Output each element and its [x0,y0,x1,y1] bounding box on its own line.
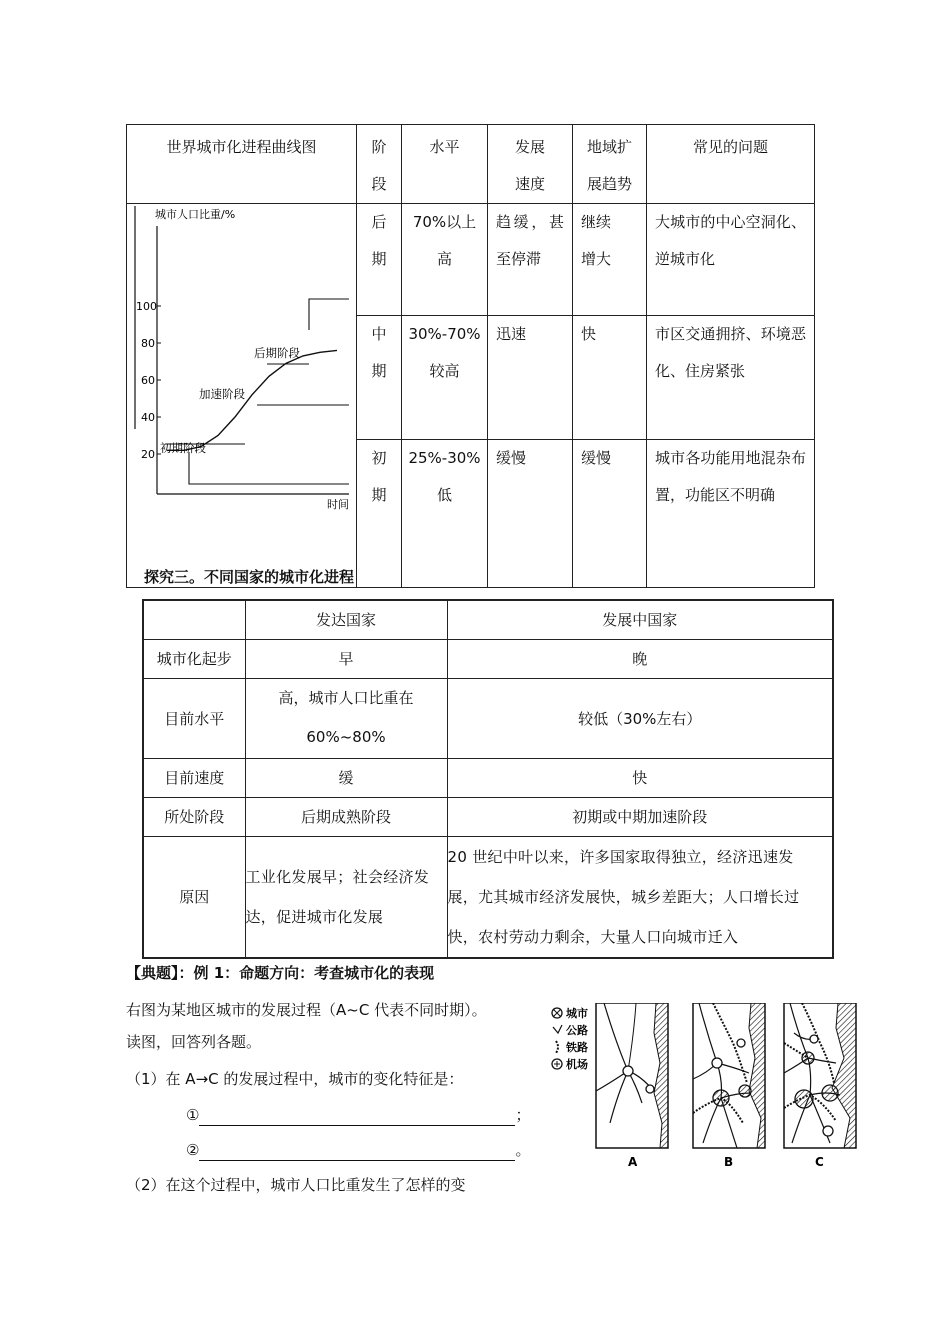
header-trend: 地域扩 展趋势 [573,125,647,204]
legend-rail: 铁路 [566,1041,588,1054]
legend-city: 城市 [566,1007,588,1020]
y-tick-label: 20 [141,448,155,461]
developing-start: 晚 [447,639,833,678]
stage-late: 后 期 [357,204,402,316]
developed-speed: 缓 [245,758,447,797]
developed-start: 早 [245,639,447,678]
panel-label-b: B [724,1155,734,1169]
urbanization-curve-chart [127,204,357,562]
stage-early: 初 期 [357,440,402,588]
urbanization-curve-cell [127,204,357,588]
trend-late: 继续 增大 [573,204,647,316]
late-stage-annotation: 后期阶段 [254,346,300,360]
header-stage: 阶 段 [357,125,402,204]
answer-blank-2[interactable] [199,1142,515,1161]
developing-phase: 初期或中期加速阶段 [447,797,833,836]
level-middle: 30%-70% 较高 [402,316,488,440]
header-level: 水平 [402,125,488,204]
header-developing: 发展中国家 [447,600,833,639]
row-label-speed: 目前速度 [143,758,245,797]
legend-road: 公路 [566,1024,588,1037]
urbanization-curve [167,350,337,450]
rail-legend-icon [556,1041,558,1053]
row-label-start: 城市化起步 [143,639,245,678]
answer-line-2: ② 。 [186,1141,531,1159]
city-development-maps [548,1003,868,1178]
example-intro-line2: 读图，回答列各题。 [126,1033,262,1051]
developed-reason: 工业化发展早；社会经济发 达，促进城市化发展 [245,836,447,958]
legend-airport: 机场 [566,1058,588,1071]
y-tick-label: 80 [141,337,155,350]
map-panel-a [596,1003,668,1169]
row-label-level: 目前水平 [143,678,245,758]
section3-title: 探究三。不同国家的城市化进程 [144,568,355,586]
map-panel-b [693,1003,765,1169]
x-axis-label: 时间 [327,498,349,511]
row-label-phase: 所处阶段 [143,797,245,836]
header-speed: 发展 速度 [488,125,573,204]
y-axis-label: 城市人口比重/% [155,208,236,221]
trend-middle: 快 [573,316,647,440]
speed-late: 趋缓，甚至停滞 [488,204,573,316]
header-developed: 发达国家 [245,600,447,639]
trend-early: 缓慢 [573,440,647,588]
y-tick-label: 40 [141,411,155,424]
row-label-reason: 原因 [143,836,245,958]
question-1: （1）在 A→C 的发展过程中，城市的变化特征是： [126,1070,464,1088]
header-chart: 世界城市化进程曲线图 [127,125,357,204]
late-stage-bracket [309,299,349,330]
urbanization-stage-table [126,124,815,588]
map-panel-c [784,1003,856,1169]
developed-phase: 后期成熟阶段 [245,797,447,836]
speed-middle: 迅速 [488,316,573,440]
panel-label-c: C [815,1155,824,1169]
developing-level: 较低（30%左右） [447,678,833,758]
header-problems: 常见的问题 [647,125,815,204]
y-tick-label: 60 [141,374,155,387]
comparison-corner [143,600,245,639]
problems-middle: 市区交通拥挤、环境恶化、住房紧张 [647,316,815,440]
y-tick-label: 100 [136,300,157,313]
developed-level: 高，城市人口比重在 60%~80% [245,678,447,758]
example-title: 【典题】：例 1：命题方向：考查城市化的表现 [126,964,435,982]
panel-label-a: A [628,1155,638,1169]
country-comparison-table [142,599,834,959]
speed-early: 缓慢 [488,440,573,588]
developing-reason: 20 世纪中叶以来，许多国家取得独立，经济迅速发 展，尤其城市经济发展快，城乡差距大；人口增长过 快，农村劳动力剩余，大量人口向城市迁入 [447,836,833,958]
accel-stage-annotation: 加速阶段 [199,387,245,401]
answer-blank-1[interactable] [199,1107,515,1126]
early-stage-bracket [189,452,349,484]
example-intro-line1: 右图为某地区城市的发展过程（A~C 代表不同时期）。 [126,1001,487,1019]
map-legend [552,1006,588,1071]
problems-late: 大城市的中心空洞化、逆城市化 [647,204,815,316]
question-2: （2）在这个过程中，城市人口比重发生了怎样的变 [126,1176,466,1194]
developing-speed: 快 [447,758,833,797]
level-early: 25%-30% 低 [402,440,488,588]
level-late: 70%以上 高 [402,204,488,316]
answer-line-1: ① ； [186,1106,531,1124]
early-stage-annotation: 初期阶段 [160,441,206,455]
problems-early: 城市各功能用地混杂布置，功能区不明确 [647,440,815,588]
stage-middle: 中 期 [357,316,402,440]
road-legend-icon [553,1025,562,1033]
